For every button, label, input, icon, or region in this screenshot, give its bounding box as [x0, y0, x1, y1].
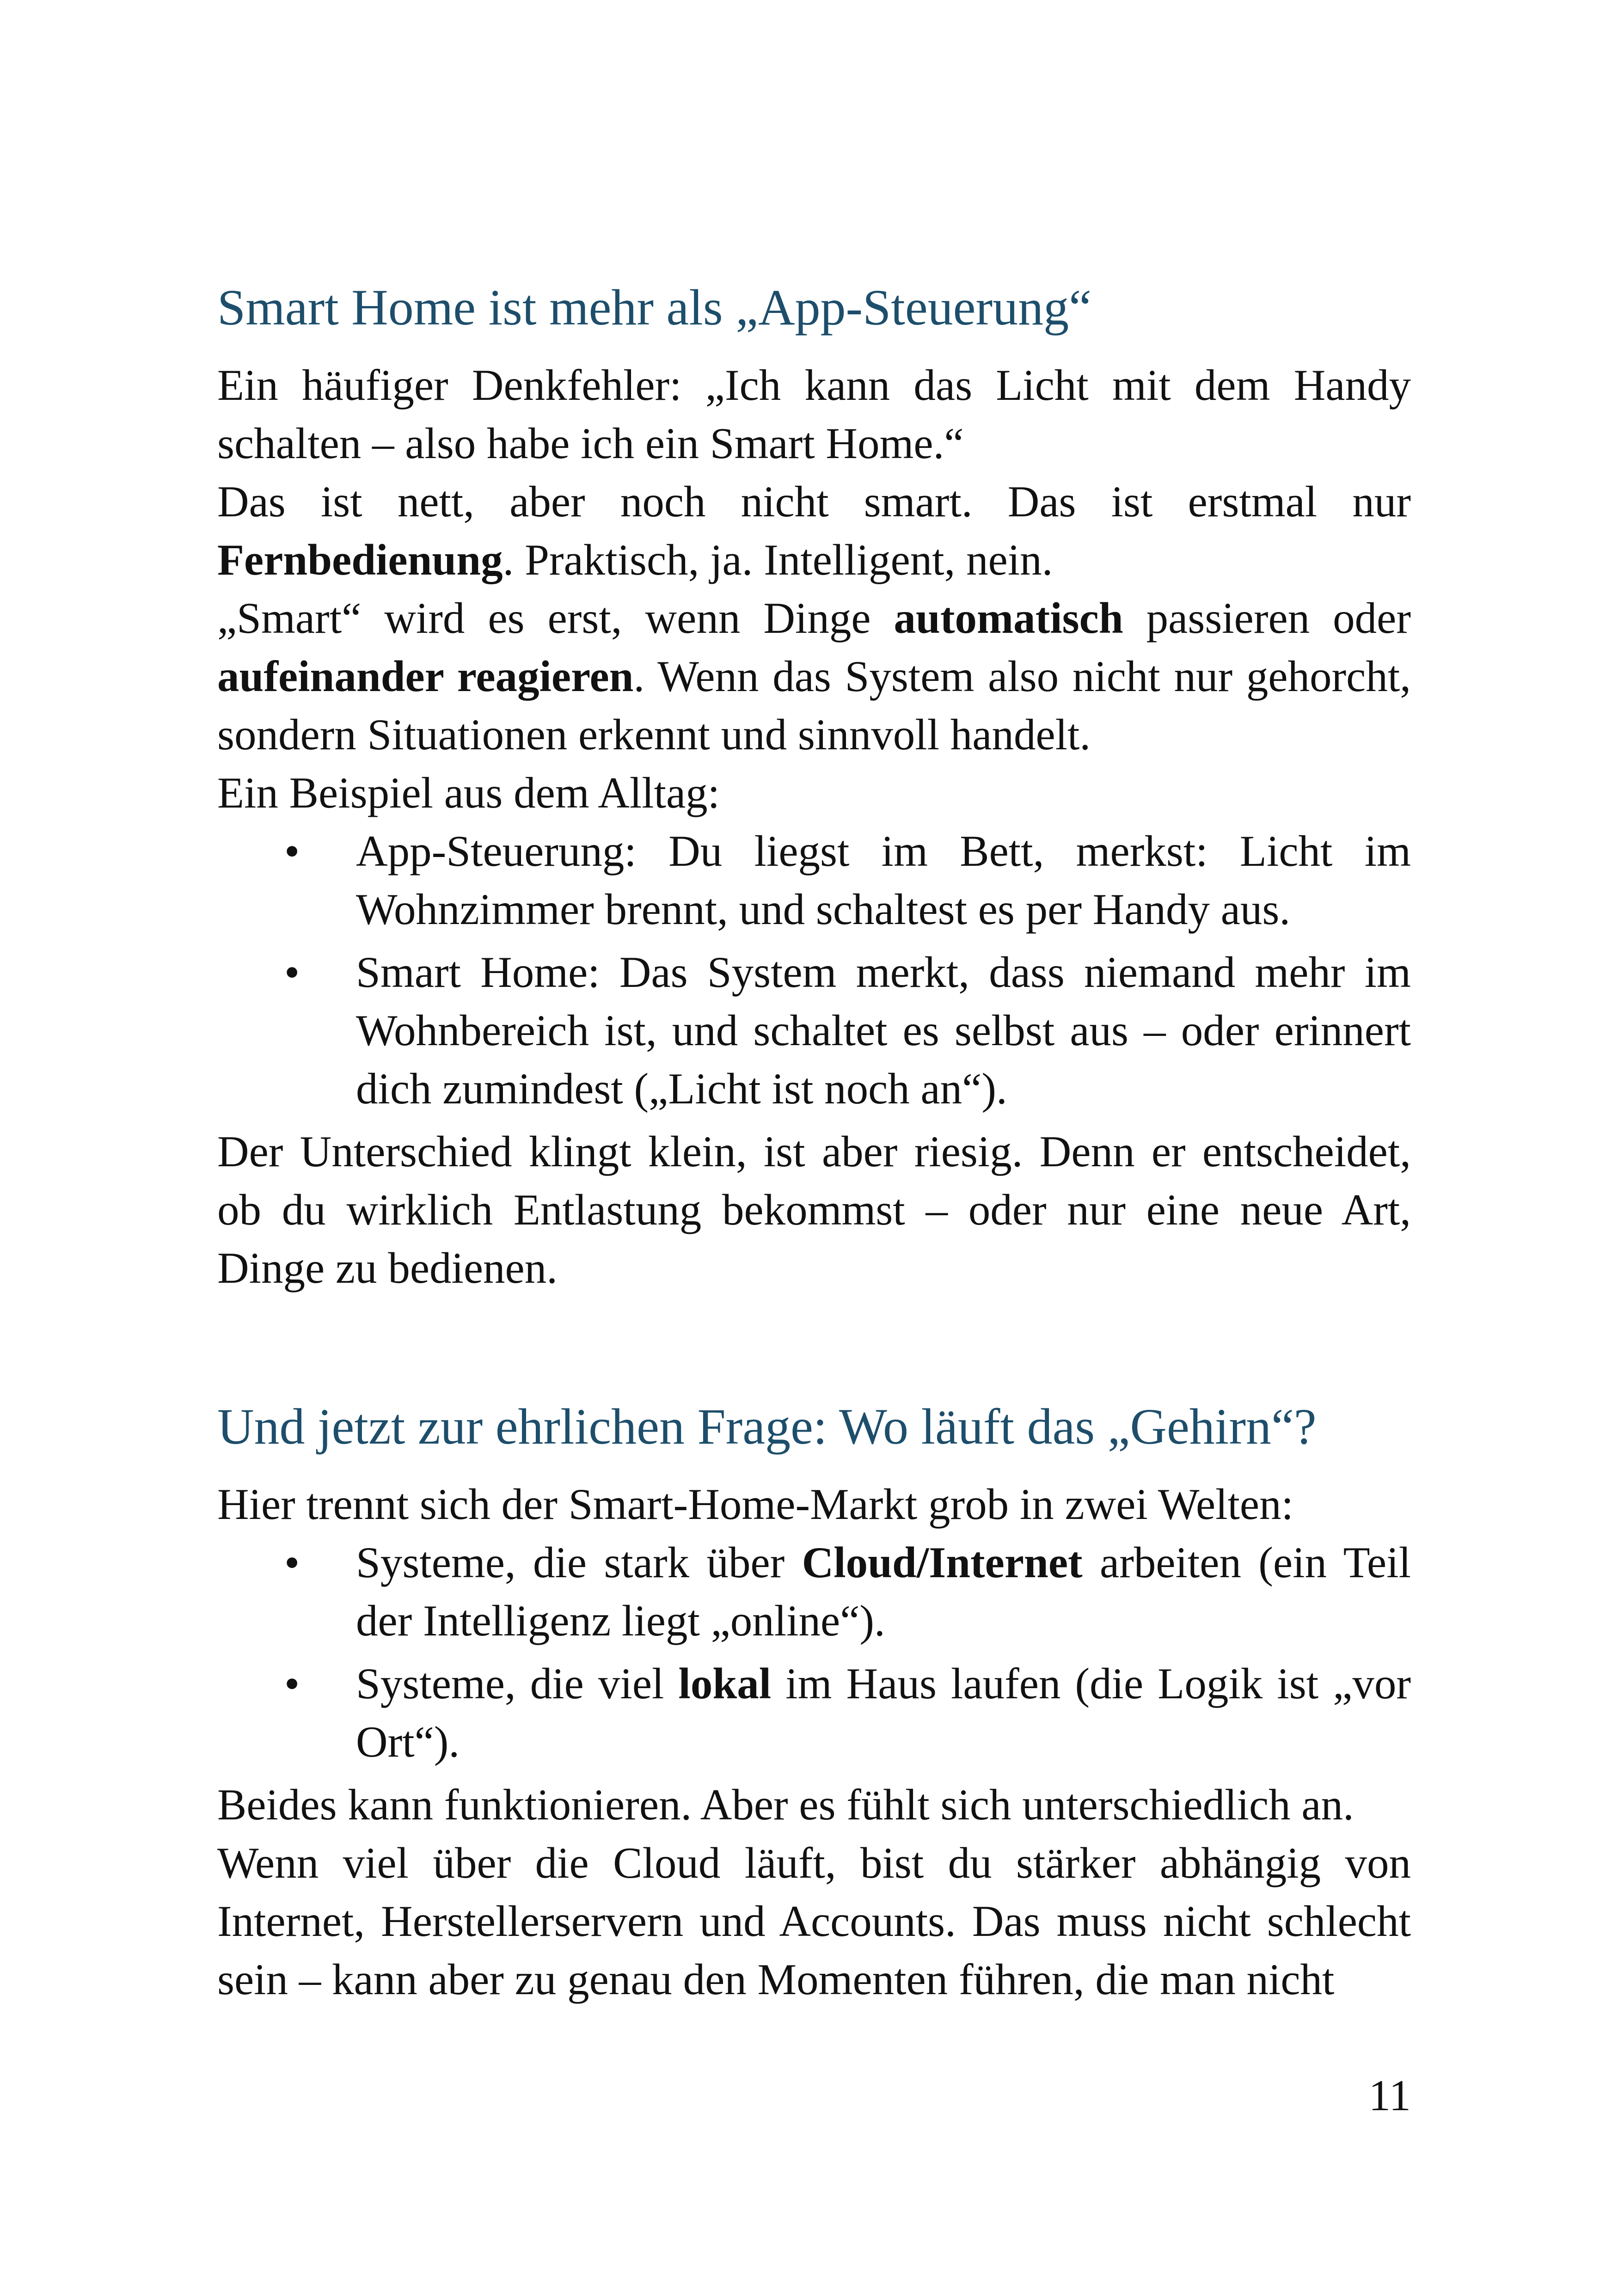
section-heading-app-steuerung: Smart Home ist mehr als „App-Steuerung“ [217, 279, 1091, 336]
paragraph: Hier trennt sich der Smart-Home-Markt grob in zwei Welten: [217, 1480, 1293, 1529]
bullet-icon: • [284, 827, 300, 876]
text-run: Systeme, die stark über [356, 1538, 802, 1587]
bold-term: aufeinander reagieren [217, 652, 634, 701]
paragraph: Der Unterschied klingt klein, ist aber riesig. Denn er entscheidet, ob du wirklich Entlastung bekommst – oder nur eine neue Art, Dinge zu bedienen. [217, 1127, 1411, 1292]
text-run: Das ist nett, aber noch nicht smart. Das ist erstmal nur [217, 477, 1411, 526]
section-heading-gehirn: Und jetzt zur ehrlichen Frage: Wo läuft das „Gehirn“? [217, 1398, 1317, 1455]
text-run: arbeiten (ein Teil der Intelligenz liegt „online“). [356, 1538, 1411, 1645]
bullet-list [217, 1533, 1411, 1771]
text-run: . Wenn das System also nicht nur gehorcht, sondern Situationen erkennt und sinnvoll handelt. [217, 652, 1411, 759]
text-run: passieren oder [1123, 594, 1411, 643]
bold-term: automatisch [894, 594, 1123, 643]
list-item [217, 1654, 1411, 1771]
bold-term: Fernbedienung [217, 535, 503, 584]
list-item [217, 943, 1411, 1118]
paragraph: Ein häufiger Denkfehler: „Ich kann das Licht mit dem Handy schalten – also habe ich ein Smart Home.“ [217, 361, 1411, 468]
list-item-text: App-Steuerung: Du liegst im Bett, merkst: Licht im Wohnzimmer brennt, und schaltest es per Handy aus. [356, 827, 1411, 934]
paragraph: Beides kann funktionieren. Aber es fühlt sich unterschiedlich an. [217, 1780, 1354, 1829]
list-item [217, 1533, 1411, 1650]
paragraph [217, 589, 1411, 764]
bullet-list [217, 822, 1411, 1118]
paragraph: Ein Beispiel aus dem Alltag: [217, 768, 720, 817]
bold-term: Cloud/Internet [802, 1538, 1083, 1587]
bullet-icon: • [284, 1659, 300, 1708]
bullet-icon: • [284, 1538, 300, 1587]
text-run: Systeme, die viel [356, 1659, 679, 1708]
bullet-icon: • [284, 948, 300, 997]
text-run: „Smart“ wird es erst, wenn Dinge [217, 594, 894, 643]
page-number: 11 [1368, 2071, 1411, 2120]
paragraph [217, 472, 1411, 589]
bold-term: lokal [678, 1659, 772, 1708]
text-run: im Haus laufen (die Logik ist „vor Ort“). [356, 1659, 1411, 1766]
paragraph: Wenn viel über die Cloud läuft, bist du stärker abhängig von Internet, Herstellerservern und Accounts. Das muss nicht schlecht sein – kann aber zu genau den Momenten führen, die man nicht [217, 1838, 1411, 2004]
list-item [217, 822, 1411, 938]
page-content [217, 277, 1411, 2008]
text-run: . Praktisch, ja. Intelligent, nein. [503, 535, 1053, 584]
list-item-text: Smart Home: Das System merkt, dass niemand mehr im Wohnbereich ist, und schaltet es selbst aus – oder erinnert dich zumindest („Licht ist noch an“). [356, 948, 1411, 1113]
